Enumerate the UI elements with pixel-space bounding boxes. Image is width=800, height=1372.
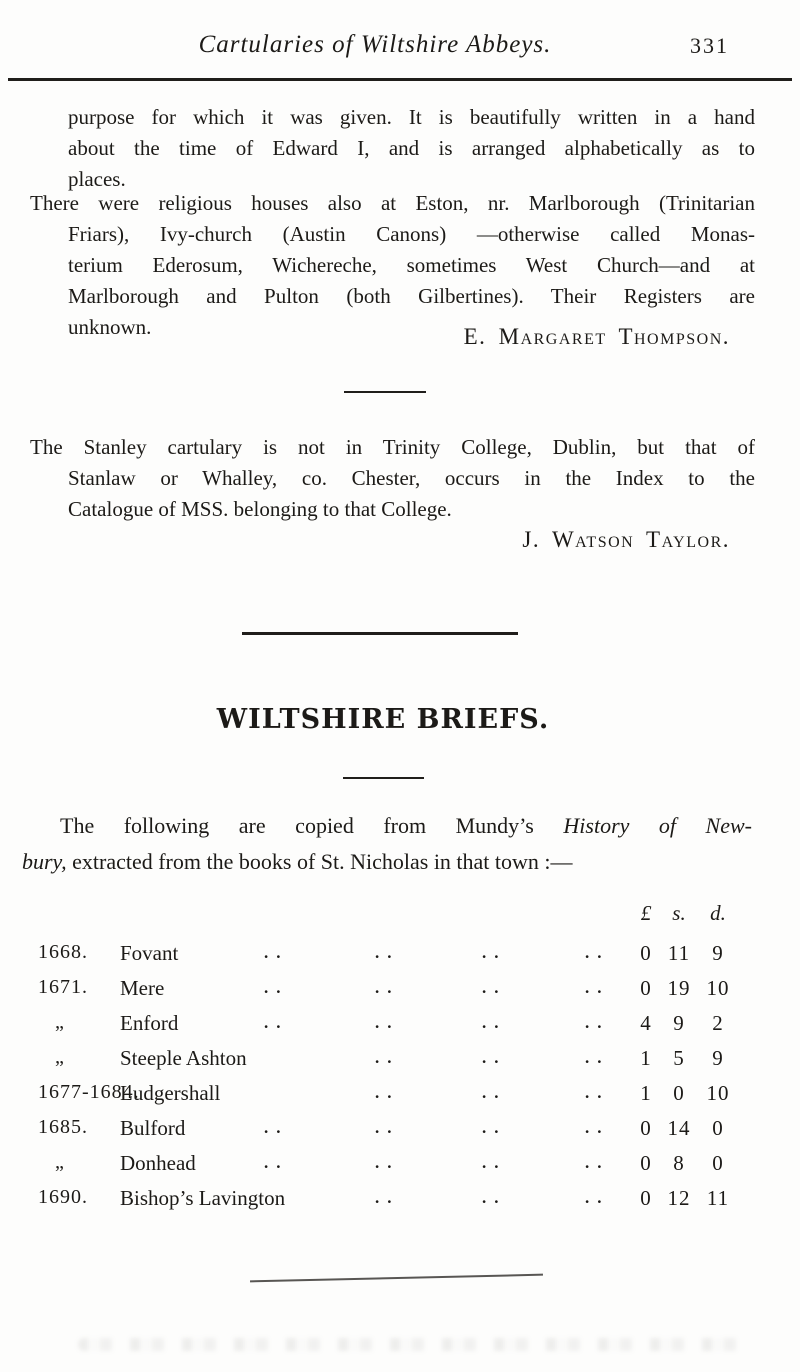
article-divider <box>242 632 518 635</box>
dot-leader: .. <box>585 978 610 997</box>
row-year-ditto: „ <box>55 1011 64 1033</box>
row-place: Bulford <box>120 1116 186 1140</box>
signature-thompson: E. Margaret Thompson. <box>463 324 730 349</box>
pounds-header: £ <box>640 901 652 925</box>
dot-leader: .. <box>482 1083 507 1102</box>
row-pence: 11 <box>706 1186 730 1210</box>
signature-taylor: J. Watson Taylor. <box>522 527 730 552</box>
dot-leader: .. <box>585 1153 610 1172</box>
row-shillings: 9 <box>673 1011 685 1035</box>
row-year: 1690. <box>38 1186 88 1208</box>
paragraph-line: The Stanley cartulary is not in Trinity College, Dublin, but that of <box>30 435 755 459</box>
paragraph-line: about the time of Edward I, and is arranged alphabetically as to <box>68 136 755 160</box>
dot-leader: .. <box>375 1118 400 1137</box>
table-row <box>0 976 800 1006</box>
row-place: Bishop’s Lavington <box>120 1186 286 1210</box>
intro-line <box>60 812 752 840</box>
paragraph-line: terium Ederosum, Wichereche, sometimes West Church—and at <box>68 253 755 277</box>
heading-divider <box>343 777 424 779</box>
paragraph-line: unknown. <box>68 315 152 339</box>
row-place: Enford <box>120 1011 179 1035</box>
row-year: 1677-1684. <box>38 1081 140 1103</box>
row-pence: 0 <box>712 1116 724 1140</box>
row-pounds: 0 <box>640 941 652 965</box>
row-shillings: 12 <box>667 1186 691 1210</box>
paragraph-line: Friars), Ivy-church (Austin Canons) —otherwise called Monas- <box>68 222 755 246</box>
intro-text: The following are copied from Mundy’s <box>60 813 564 838</box>
running-title: Cartularies of Wiltshire Abbeys. <box>198 31 552 58</box>
section-heading: WILTSHIRE BRIEFS. <box>216 704 550 735</box>
dot-leader: .. <box>585 943 610 962</box>
dot-leader: .. <box>585 1118 610 1137</box>
row-pounds: 0 <box>640 976 652 1000</box>
shillings-header: s. <box>672 901 686 925</box>
header-rule <box>8 78 792 81</box>
row-pounds: 0 <box>640 1116 652 1140</box>
table-row <box>0 1081 800 1111</box>
table-row <box>0 1151 800 1181</box>
row-pence: 9 <box>712 941 724 965</box>
dot-leader: .. <box>375 1013 400 1032</box>
dot-leader: .. <box>375 1083 400 1102</box>
dot-leader: .. <box>264 1153 289 1172</box>
row-place: Donhead <box>120 1151 196 1175</box>
row-shillings: 5 <box>673 1046 685 1070</box>
dot-leader: .. <box>482 1048 507 1067</box>
table-row <box>0 1011 800 1041</box>
paragraph-line: purpose for which it was given. It is beautifully written in a hand <box>68 105 755 129</box>
dot-leader: .. <box>482 1013 507 1032</box>
dot-leader: .. <box>482 1153 507 1172</box>
row-year: 1685. <box>38 1116 88 1138</box>
dot-leader: .. <box>482 978 507 997</box>
dot-leader: .. <box>585 1083 610 1102</box>
paragraph-line: Marlborough and Pulton (both Gilbertines). Their Registers are <box>68 284 755 308</box>
paragraph-line: Stanlaw or Whalley, co. Chester, occurs in the Index to the <box>68 466 755 490</box>
table-row <box>0 1186 800 1216</box>
row-shillings: 19 <box>667 976 691 1000</box>
row-pence: 0 <box>712 1151 724 1175</box>
dot-leader: .. <box>482 1118 507 1137</box>
table-row <box>0 941 800 971</box>
dot-leader: .. <box>585 1048 610 1067</box>
dot-leader: .. <box>375 1153 400 1172</box>
row-pounds: 1 <box>640 1046 652 1070</box>
dot-leader: .. <box>482 1188 507 1207</box>
pence-header: d. <box>710 901 726 925</box>
row-year-ditto: „ <box>55 1046 64 1068</box>
intro-text: extracted from the books of St. Nicholas in that town :— <box>66 849 573 874</box>
row-place: Fovant <box>120 941 179 965</box>
row-pence: 9 <box>712 1046 724 1070</box>
footer-divider <box>250 1274 543 1283</box>
dot-leader: .. <box>264 1118 289 1137</box>
dot-leader: .. <box>375 1188 400 1207</box>
dot-leader: .. <box>264 943 289 962</box>
row-place: Steeple Ashton <box>120 1046 247 1070</box>
table-row <box>0 1046 800 1076</box>
dot-leader: .. <box>375 1048 400 1067</box>
book-title-italic: bury, <box>22 849 67 874</box>
dot-leader: .. <box>375 978 400 997</box>
row-place: Mere <box>120 976 165 1000</box>
dot-leader: .. <box>264 978 289 997</box>
row-pounds: 0 <box>640 1186 652 1210</box>
bleedthrough-artifact <box>78 1338 742 1351</box>
intro-line <box>22 848 755 876</box>
paragraph-line: There were religious houses also at Eston, nr. Marlborough (Trinitarian <box>30 191 755 215</box>
row-pounds: 4 <box>640 1011 652 1035</box>
row-year: 1671. <box>38 976 88 998</box>
row-pounds: 1 <box>640 1081 652 1105</box>
row-place: Ludgershall <box>120 1081 221 1105</box>
paragraph-line: Catalogue of MSS. belonging to that College. <box>68 497 452 521</box>
table-row <box>0 1116 800 1146</box>
book-title-italic: History of New- <box>563 813 752 838</box>
row-pence: 2 <box>712 1011 724 1035</box>
dot-leader: .. <box>264 1013 289 1032</box>
row-pence: 10 <box>706 1081 730 1105</box>
row-year-ditto: „ <box>55 1151 64 1173</box>
currency-header-row <box>0 901 800 931</box>
section-divider <box>344 391 426 393</box>
row-shillings: 14 <box>667 1116 691 1140</box>
dot-leader: .. <box>585 1188 610 1207</box>
dot-leader: .. <box>375 943 400 962</box>
row-shillings: 8 <box>673 1151 685 1175</box>
paragraph-line: places. <box>68 167 126 191</box>
row-shillings: 11 <box>667 941 691 965</box>
row-shillings: 0 <box>673 1081 685 1105</box>
row-pounds: 0 <box>640 1151 652 1175</box>
row-pence: 10 <box>706 976 730 1000</box>
dot-leader: .. <box>482 943 507 962</box>
dot-leader: .. <box>585 1013 610 1032</box>
row-year: 1668. <box>38 941 88 963</box>
page-number: 331 <box>690 33 729 58</box>
